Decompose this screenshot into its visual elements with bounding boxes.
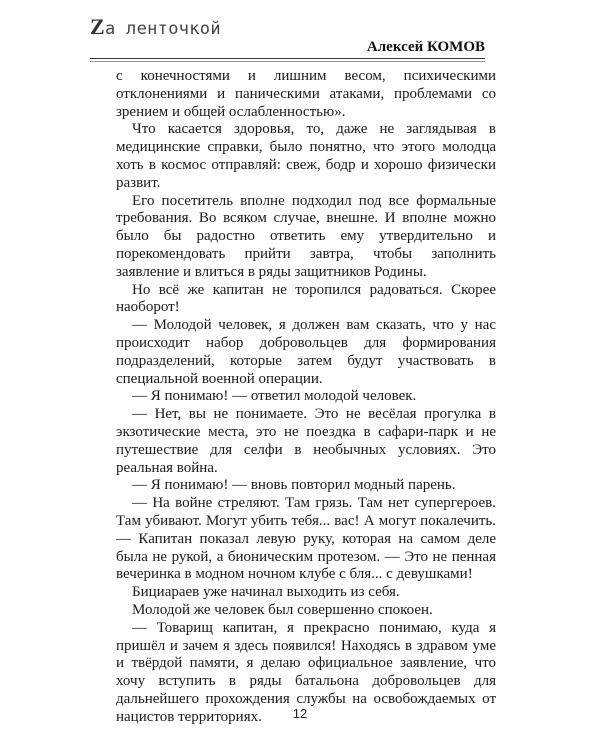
running-title	[90, 14, 221, 40]
paragraph: с конечностями и лишним весом, психическими отклонениями и паническими атаками, проблемами со зрением и общей ослабленностью».	[116, 68, 496, 120]
running-title-initial: Z	[90, 14, 105, 39]
paragraph: — Я понимаю! — ответил молодой человек.	[132, 388, 417, 405]
paragraph: — На войне стреляют. Там грязь. Там нет супергероев. Там убивают. Могут убить тебя... вас! А могут покалечить. — Капитан показал левую руку, которая на самом деле была не рукой, а бионическим протезом. — Это не пенная вечеринка в модном ночном клубе с бля... с девушками!	[116, 495, 496, 583]
paragraph: Но всё же капитан не торопился радоваться. Скорее наоборот!	[116, 281, 496, 316]
paragraph: Бициараев уже начинал выходить из себя.	[132, 584, 400, 601]
paragraph: — Молодой человек, я должен вам сказать, что у нас происходит набор добровольцев для формирования подразделений, которые затем будут участвовать в специальной военной операции.	[116, 317, 496, 387]
header-rule-top	[90, 58, 485, 59]
paragraph: — Товарищ капитан, я прекрасно понимаю, куда я пришёл и зачем я здесь появился! Находясь в здравом уме и твёрдой памяти, я делаю официальное заявление, что хочу вступить в ряды батальона добровольцев для дальнейшего прохождения службы на освобождаемых от нацистов территориях.	[116, 619, 496, 725]
page-number: 12	[292, 706, 308, 721]
running-author: Алексей КОМОВ	[366, 39, 485, 55]
header-rule-bottom	[90, 61, 485, 62]
paragraph: Что касается здоровья, то, даже не заглядывая в медицинские справки, было понятно, что этого молодца хоть в космос отправляй: свеж, бодр и хорошо физически развит.	[116, 121, 496, 191]
paragraph: — Нет, вы не понимаете. Это не весёлая прогулка в экзотические места, это не поездка в сафари-парк и не путешествие для селфи в необычных условиях. Это реальная война.	[116, 406, 496, 476]
paragraph: Его посетитель вполне подходил под все формальные требования. Во всяком случае, внешне. И вполне можно было бы радостно ответить ему утвердительно и порекомендовать прийти завтра, чтобы заполнить заявление и влиться в ряды защитников Родины.	[116, 192, 496, 280]
paragraph: Молодой же человек был совершенно спокоен.	[132, 601, 433, 618]
body-text	[116, 68, 496, 726]
running-title-text: а ленточкой	[104, 19, 221, 39]
paragraph: — Я понимаю! — вновь повторил модный парень.	[132, 477, 456, 494]
